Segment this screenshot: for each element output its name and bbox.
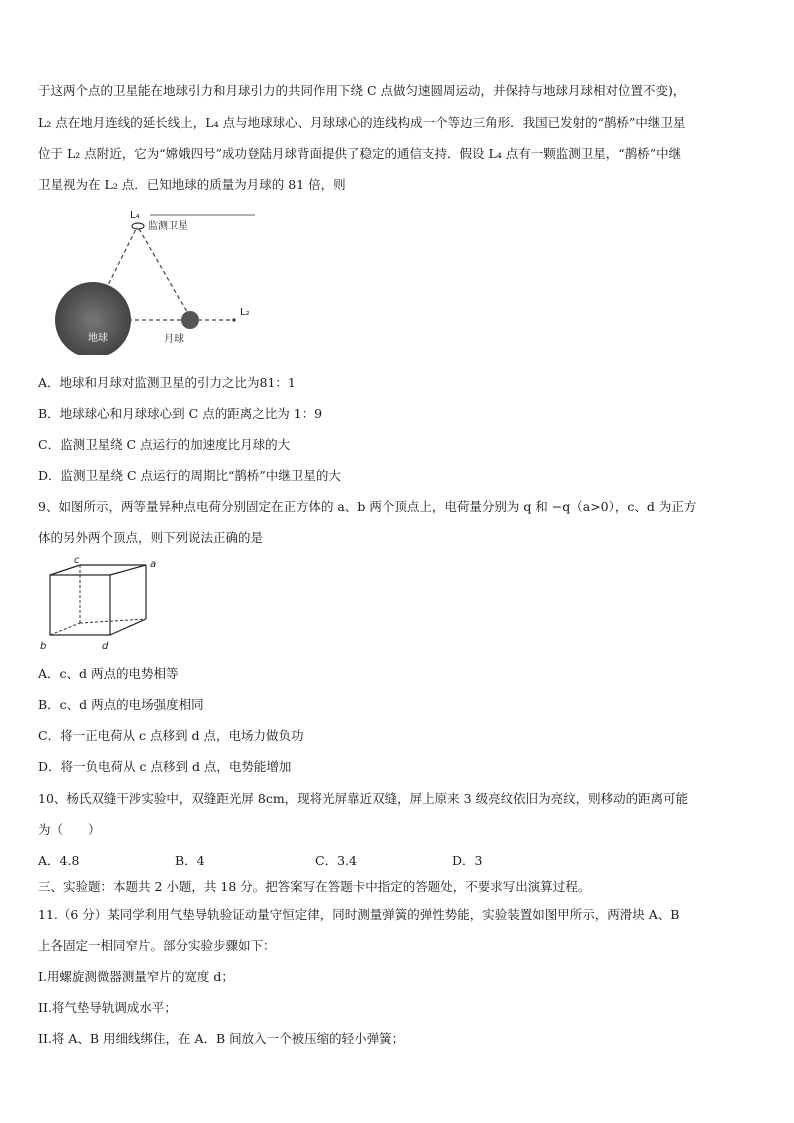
earth-label: 地球 [88,333,108,344]
q8-option-c: C．监测卫星绕 C 点运行的加速度比月球的大 [38,437,291,452]
l2-point [232,318,235,321]
q11-step: I.用螺旋测微器测量窄片的宽度 d； [38,969,234,984]
q10-option-d: D．3 [452,853,483,868]
cube-figure [38,553,168,653]
text-line: 卫星视为在 L₂ 点．已知地球的质量为月球的 81 倍，则 [38,177,346,192]
vertex-d-label: d [102,641,109,652]
q8-option-b: B．地球球心和月球球心到 C 点的距离之比为 1：9 [38,406,323,421]
l4-label: L₄ [130,210,140,221]
moon-label: 月球 [164,334,184,345]
q10-stem: 10、杨氏双缝干涉实验中，双缝距光屏 8cm，现将光屏靠近双缝，屏上原来 3 级亮纹依旧为亮纹，则移动的距离可能 [38,791,689,806]
earth-moon-figure [50,205,290,355]
q9-stem: 体的另外两个顶点，则下列说法正确的是 [38,530,264,545]
q9-stem: 9、如图所示，两等量异种点电荷分别固定在正方体的 a、b 两个顶点上，电荷量分别为 q 和 −q（a>0），c、d 为正方 [38,499,697,514]
q9-option-b: B．c、d 两点的电场强度相同 [38,697,204,712]
vertex-b-label: b [40,641,47,652]
q10-option-b: B．4 [175,853,205,868]
q9-option-c: C．将一正电荷从 c 点移到 d 点，电场力做负功 [38,728,304,743]
q11-stem: 上各固定一相同窄片。部分实验步骤如下： [38,938,276,953]
moon-circle [181,311,199,329]
q8-option-a: A．地球和月球对监测卫星的引力之比为81：1 [38,375,296,390]
q8-option-d: D．监测卫星绕 C 点运行的周期比“鹊桥”中继卫星的大 [38,468,341,483]
text-line: 位于 L₂ 点附近，它为“嫦娥四号”成功登陆月球背面提供了稳定的通信支持．假设 L₄ 点有一颗监测卫星，“鹊桥”中继 [38,146,682,161]
l2-label: L₂ [240,307,250,318]
q9-option-d: D．将一负电荷从 c 点移到 d 点，电势能增加 [38,759,292,774]
vertex-c-label: c [74,555,80,566]
vertex-a-label: a [150,559,157,570]
section-heading: 三、实验题：本题共 2 小题，共 18 分。把答案写在答题卡中指定的答题处，不要求写出演算过程。 [38,879,591,894]
earth-circle [55,282,131,355]
q9-option-a: A．c、d 两点的电势相等 [38,666,179,681]
q10-stem: 为（ ） [38,822,101,837]
q10-option-a: A．4.8 [38,853,80,868]
satellite-label: 监测卫星 [148,221,188,232]
text-line: 于这两个点的卫星能在地球引力和月球引力的共同作用下绕 C 点做匀速圆周运动，并保持与地球月球相对位置不变)， [38,83,686,98]
q10-option-c: C．3.4 [315,853,357,868]
text-line: L₂ 点在地月连线的延长线上，L₄ 点与地球球心、月球球心的连线构成一个等边三角形．我国已发射的“鹊桥”中继卫星 [38,115,686,130]
satellite-icon [132,223,144,229]
q11-stem: 11.（6 分）某同学利用气垫导轨验证动量守恒定律，同时测量弹簧的弹性势能，实验装置如图甲所示，两滑块 A、B [38,907,680,922]
q11-step: II.将气垫导轨调成水平； [38,1000,177,1015]
dashed-line-moon-l4 [138,227,190,317]
q11-step: II.将 A、B 用细线绑住，在 A．B 间放入一个被压缩的轻小弹簧； [38,1031,405,1046]
